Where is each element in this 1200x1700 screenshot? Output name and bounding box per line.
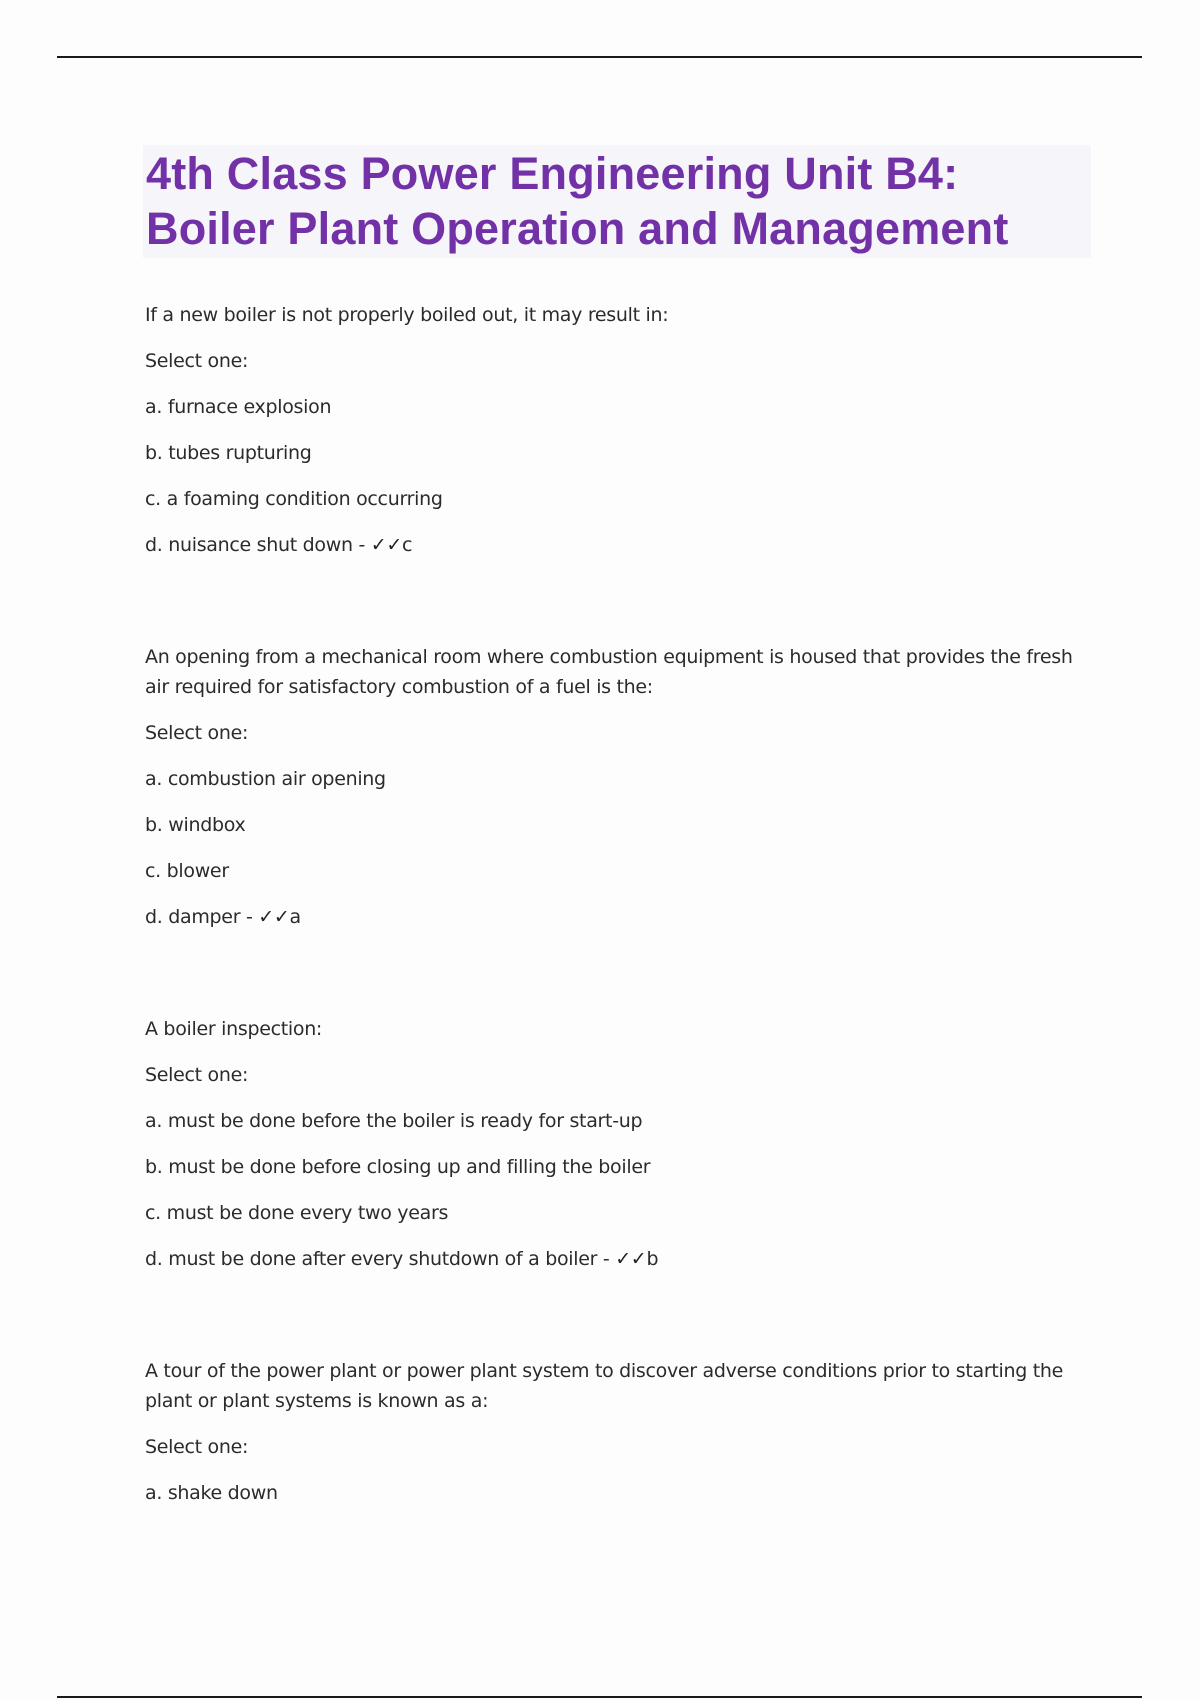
option-d-text: d. nuisance shut down -: [145, 534, 371, 556]
option-b: b. tubes rupturing: [145, 442, 312, 464]
document-title: 4th Class Power Engineering Unit B4: Boiler Plant Operation and Management: [146, 148, 1009, 254]
option-b: b. must be done before closing up and filling the boiler: [145, 1156, 651, 1178]
answer-key: b: [646, 1248, 659, 1270]
option-d-text: d. damper -: [145, 906, 259, 928]
question-2: [145, 642, 1095, 932]
select-prompt: Select one:: [145, 722, 249, 744]
header-rule: [57, 56, 1142, 58]
option-d: [145, 530, 1095, 560]
option-c: c. blower: [145, 860, 229, 882]
answer-key: a: [289, 906, 301, 928]
question-text: An opening from a mechanical room where combustion equipment is housed that provides the fresh air required for satisfactory combustion of a fuel is the:: [145, 646, 1073, 698]
option-d: [145, 902, 1095, 932]
select-prompt: Select one:: [145, 1064, 249, 1086]
option-a: a. furnace explosion: [145, 396, 332, 418]
option-b: b. windbox: [145, 814, 246, 836]
question-text: A boiler inspection:: [145, 1018, 323, 1040]
option-c: c. must be done every two years: [145, 1202, 449, 1224]
check-mark-icon: ✓✓: [615, 1248, 647, 1270]
select-prompt: Select one:: [145, 1436, 249, 1458]
question-3: [145, 1014, 1095, 1274]
option-d: [145, 1244, 1095, 1274]
option-a: a. must be done before the boiler is ready for start-up: [145, 1110, 643, 1132]
answer-key: c: [402, 534, 413, 556]
question-text: A tour of the power plant or power plant system to discover adverse conditions prior to starting the plant or plant systems is known as a:: [145, 1360, 1064, 1412]
check-mark-icon: ✓✓: [258, 906, 290, 928]
select-prompt: Select one:: [145, 350, 249, 372]
question-4: [145, 1356, 1095, 1508]
question-1: [145, 300, 1095, 560]
option-a: a. combustion air opening: [145, 768, 386, 790]
option-c: c. a foaming condition occurring: [145, 488, 443, 510]
option-d-text: d. must be done after every shutdown of a boiler -: [145, 1248, 616, 1270]
check-mark-icon: ✓✓: [370, 534, 402, 556]
footer-rule: [57, 1696, 1142, 1698]
question-list: [145, 300, 1095, 1590]
question-text: If a new boiler is not properly boiled out, it may result in:: [145, 304, 669, 326]
option-a: a. shake down: [145, 1482, 278, 1504]
